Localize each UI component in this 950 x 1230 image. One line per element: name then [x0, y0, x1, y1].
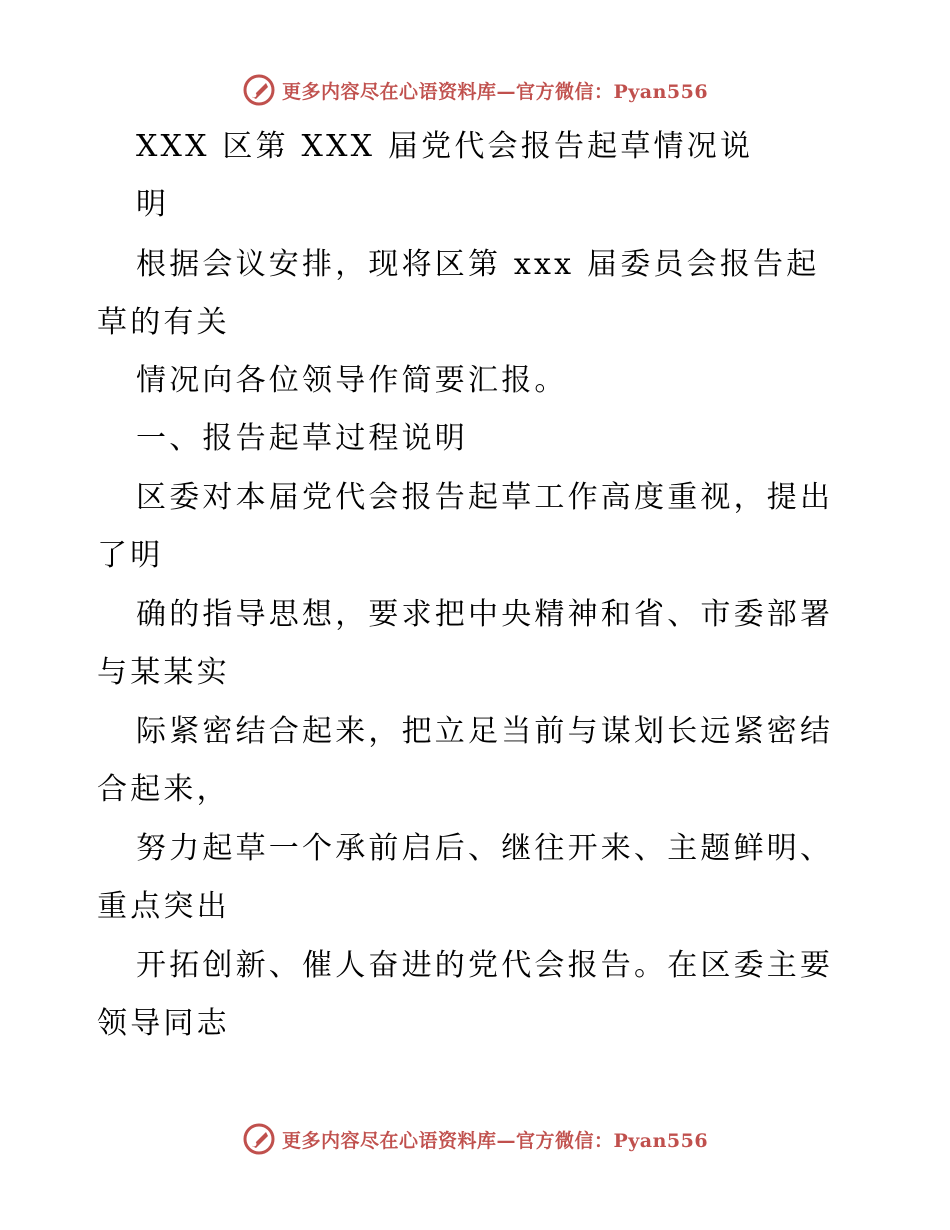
watermark-header: [0, 70, 950, 110]
watermark-footer: [0, 1119, 950, 1159]
text-line: 了明: [97, 538, 164, 573]
watermark-text: 更多内容尽在心语资料库—官方微信：Pyan556: [281, 1129, 709, 1152]
text-line: 领导同志: [97, 1006, 230, 1041]
text-line: 与某某实: [97, 655, 230, 690]
watermark-text: 更多内容尽在心语资料库—官方微信：Pyan556: [281, 80, 709, 103]
text-line: 际紧密结合起来，把立足当前与谋划长远紧密结: [136, 714, 834, 749]
text-line: 努力起草一个承前启后、继往开来、主题鲜明、: [136, 831, 834, 866]
logo-icon: [242, 1122, 276, 1156]
logo-icon: [242, 73, 276, 107]
text-line: 区委对本届党代会报告起草工作高度重视，提出: [136, 480, 834, 515]
text-line: 开拓创新、催人奋进的党代会报告。在区委主要: [136, 948, 834, 983]
section-heading: 一、报告起草过程说明: [136, 421, 468, 456]
text-line: 草的有关: [97, 305, 230, 340]
text-line: 合起来，: [97, 772, 230, 807]
text-line: 情况向各位领导作简要汇报。: [136, 363, 568, 398]
text-line: XXX 区第 XXX 届党代会报告起草情况说: [136, 129, 754, 164]
text-line: 明: [136, 187, 170, 222]
text-line: 根据会议安排，现将区第 xxx 届委员会报告起: [136, 247, 820, 282]
text-line: 重点突出: [97, 889, 230, 924]
text-line: 确的指导思想，要求把中央精神和省、市委部署: [136, 597, 834, 632]
